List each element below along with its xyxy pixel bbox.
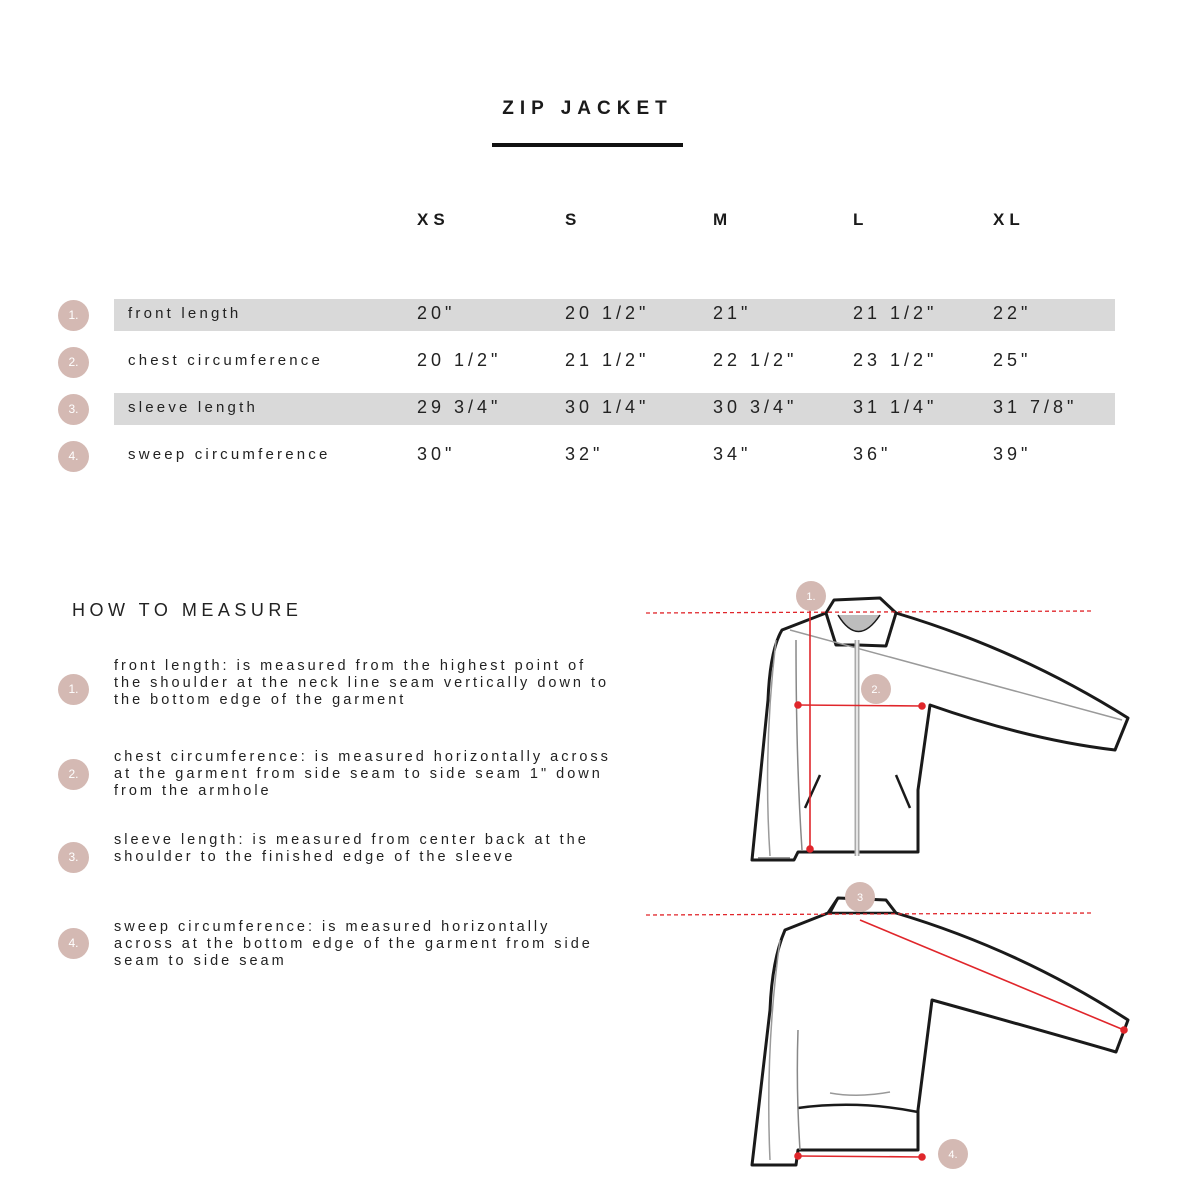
diagram-badge-front-length-text: 1. [806,591,816,603]
instruction-number-badge: 1. [58,674,89,705]
row-number-badge: 2. [58,347,89,378]
size-l-header: L [853,210,869,229]
row-label: front length [128,305,242,322]
instruction-text: sleeve length: is measured from center back at the shoulder to the finished edge of the sleeve [114,832,589,865]
value-xs: 20 1/2" [417,350,502,370]
value-m: 34" [713,444,752,464]
jacket-back-illustration [752,898,1128,1165]
value-l: 31 1/4" [853,397,938,417]
value-xs: 20" [417,303,456,323]
value-s: 20 1/2" [565,303,650,323]
row-label: chest circumference [128,352,324,369]
instruction-number-badge: 2. [58,759,89,790]
diagram-badge-sleeve-text: 3 [856,892,864,904]
value-m: 22 1/2" [713,350,798,370]
value-l: 23 1/2" [853,350,938,370]
value-xs: 30" [417,444,456,464]
instruction-number-badge: 3. [58,842,89,873]
row-number-badge: 3. [58,394,89,425]
value-xl: 22" [993,303,1032,323]
jacket-front-illustration [752,598,1128,860]
sweep-end-dot [919,1154,926,1161]
table-row-sleeve-length [0,393,1200,425]
value-xl: 39" [993,444,1032,464]
sweep-start-dot [795,1153,802,1160]
value-s: 32" [565,444,604,464]
instruction-number-badge: 4. [58,928,89,959]
instruction-text: front length: is measured from the highest point of the shoulder at the neck line seam vertically down to the bottom edge of the garment [114,658,610,708]
value-m: 21" [713,303,752,323]
table-row-chest-circumference [0,346,1200,378]
size-m-header: M [713,210,733,229]
size-s-header: S [565,210,582,229]
value-s: 30 1/4" [565,397,650,417]
value-xl: 25" [993,350,1032,370]
sweep-line [798,1156,922,1157]
diagram-badge-chest-text: 2. [871,684,881,696]
value-s: 21 1/2" [565,350,650,370]
chest-start-dot [795,702,802,709]
row-number-badge: 4. [58,441,89,472]
instruction-text: sweep circumference: is measured horizontally across at the bottom edge of the garment from side seam to side seam [114,919,593,969]
value-m: 30 3/4" [713,397,798,417]
size-xl-header: XL [993,210,1025,229]
chest-end-dot [919,703,926,710]
size-xs-header: XS [417,210,450,229]
sleeve-end-dot [1121,1027,1128,1034]
value-xl: 31 7/8" [993,397,1078,417]
row-label: sleeve length [128,399,258,416]
value-l: 36" [853,444,892,464]
how-to-measure-heading: HOW TO MEASURE [72,600,303,620]
table-row-front-length [0,299,1200,331]
title-underline [492,143,683,147]
row-label: sweep circumference [128,446,331,463]
chest-line [798,705,922,706]
diagram-badge-sweep-text: 4. [948,1149,958,1161]
row-number-badge: 1. [58,300,89,331]
table-row-sweep-circumference [0,440,1200,472]
page-title: ZIP JACKET [502,98,673,119]
instruction-text: chest circumference: is measured horizontally across at the garment from side seam to side seam 1" down from the armhole [114,749,611,799]
front-length-end-dot [807,846,814,853]
jacket-measurement-diagram [640,575,1140,1175]
value-xs: 29 3/4" [417,397,502,417]
value-l: 21 1/2" [853,303,938,323]
